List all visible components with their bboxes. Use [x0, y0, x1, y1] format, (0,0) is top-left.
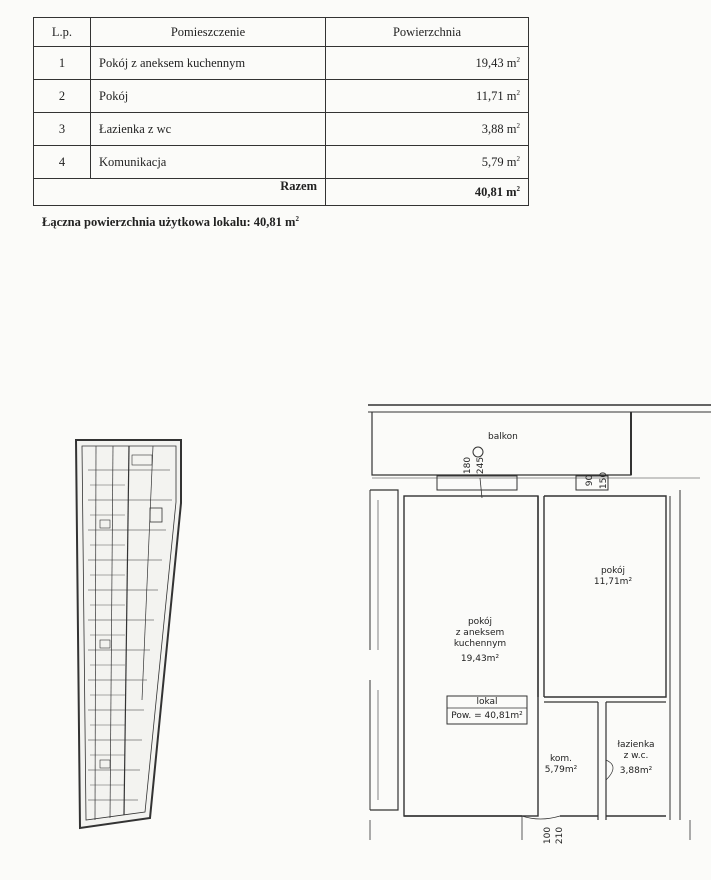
balcony-door-dim-2: 245	[476, 456, 487, 475]
bathroom-label: łazienka z w.c. 3,88m²	[617, 740, 655, 776]
row-lp: 2	[34, 80, 91, 113]
room-second-label: pokój 11,71m²	[593, 566, 633, 587]
row-lp: 3	[34, 113, 91, 146]
total-area: 40,81 $m^2$	[326, 179, 529, 206]
building-site-plan	[76, 440, 181, 828]
row-area: 3,88 $m^2$	[326, 113, 529, 146]
total-usable-area: Łączna powierzchnia użytkowa lokalu: 40,81 $m^2$	[42, 215, 299, 229]
header-room: Pomieszczenie	[91, 18, 326, 47]
balcony-door-dim-1: 180	[463, 456, 474, 475]
entrance-dim-1: 100	[543, 826, 554, 845]
row-room: Pokój	[91, 80, 326, 113]
balcony-label: balkon	[488, 432, 518, 442]
row-room: Pokój z aneksem kuchennym	[91, 47, 326, 80]
entrance-dim-2: 210	[555, 826, 566, 845]
lokal-area: Pow. = 40,81m²	[451, 711, 523, 721]
window-dim-1: 90	[585, 474, 596, 487]
header-lp: L.p.	[34, 18, 91, 47]
window-dim-2: 150	[599, 471, 610, 490]
row-area: 11,71 $m^2$	[326, 80, 529, 113]
row-room: Łazienka z wc	[91, 113, 326, 146]
header-area: Powierzchnia	[326, 18, 529, 47]
row-lp: 1	[34, 47, 91, 80]
row-lp: 4	[34, 146, 91, 179]
row-room: Komunikacja	[91, 146, 326, 179]
row-area: 19,43 $m^2$	[326, 47, 529, 80]
row-area: 5,79 $m^2$	[326, 146, 529, 179]
corridor-label: kom. 5,79m²	[544, 754, 578, 775]
lokal-title: lokal	[476, 697, 498, 707]
total-label: Razem	[34, 179, 326, 206]
room-main-label: pokój z aneksem kuchennym 19,43m²	[453, 617, 507, 664]
